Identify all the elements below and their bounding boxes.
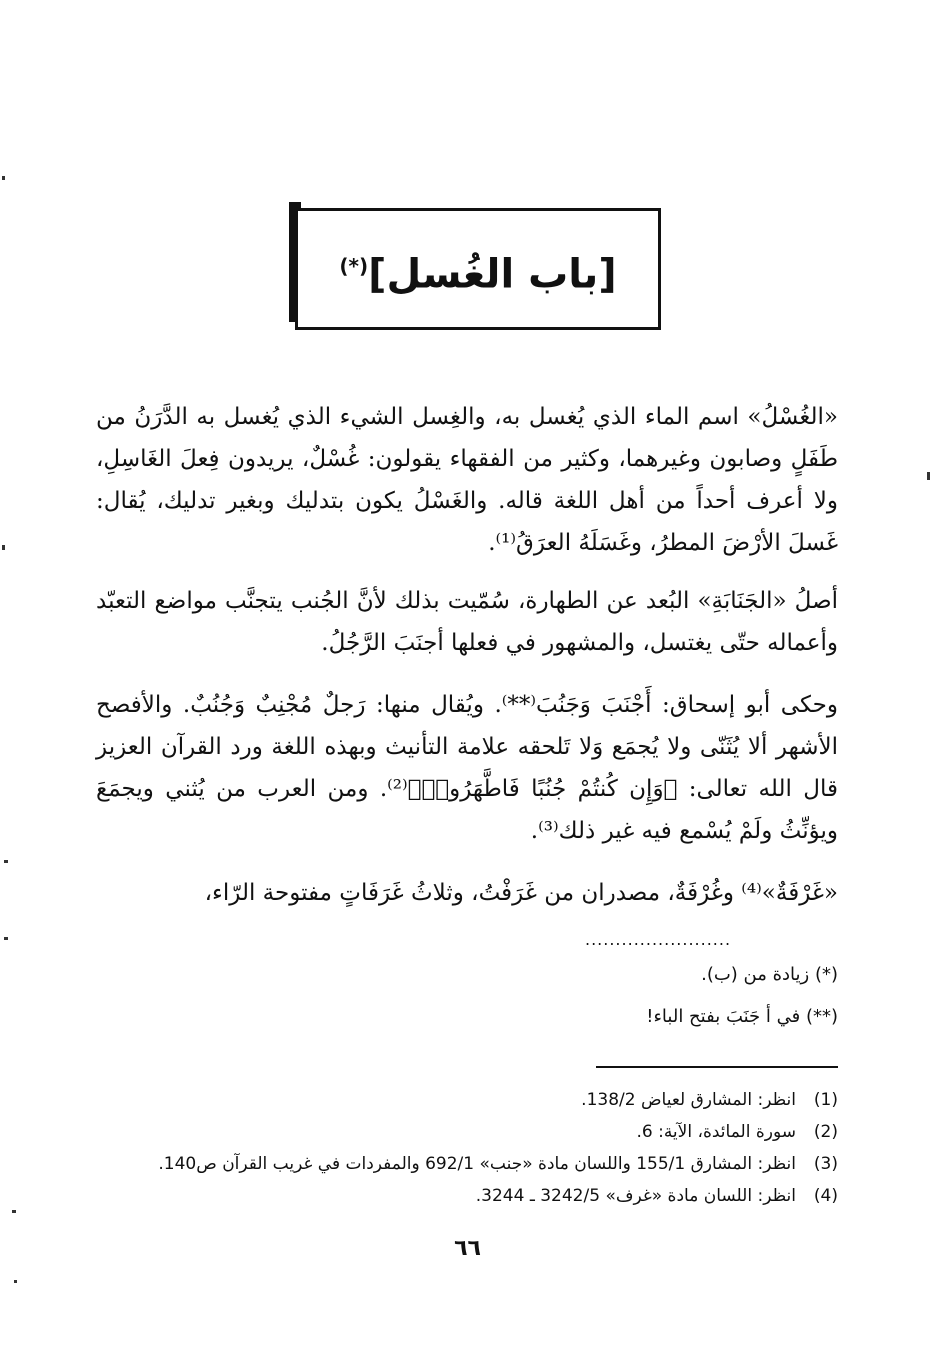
footnote-divider xyxy=(596,1066,838,1068)
footnote-item xyxy=(98,1148,838,1180)
scan-speck xyxy=(4,860,8,863)
footnote-number: (1) xyxy=(813,1090,838,1110)
paragraph-janaba: أصلُ «الجَنَابَةِ» البُعد عن الطهارة، سُمّيت بذلك لأنَّ الجُنب يتجنَّب مواضع التعبّد وأعماله حتّى يغتسل، والمشهور في فعلها أجنَبَ الرَّجُلُ. xyxy=(96,588,838,656)
footnote-item xyxy=(98,1116,838,1148)
scan-speck xyxy=(927,472,930,480)
footnote-number: (4) xyxy=(813,1186,838,1206)
footnotes-list xyxy=(98,1084,838,1212)
scan-speck xyxy=(4,937,8,940)
chapter-title-frame xyxy=(295,208,661,330)
scan-speck xyxy=(14,1280,17,1283)
chapter-title-marker: (*) xyxy=(339,254,369,278)
chapter-title-text: [باب الغُسل] xyxy=(368,251,617,298)
paragraph-abu-ishaq: وحكى أبو إسحاق: أَجْنَبَ وَجَنُبَ⁽**⁾. ويُقال منها: رَجلٌ مُجْنِبٌ وَجُنُبٌ. والأفصح الأشهر ألا يُثَنّى ولا يُجمَع وَلا تَلحقه علامة التأنيث وبهذه اللغة ورد القرآن العزيز قال الله تعالى: ﴿وَإِن كُنتُمْ جُنُبًا فَاطَّهَرُوا۟﴾⁽²⁾. ومن العرب من يُثني ويجمَعَ ويؤنِّثُ ولَمْ يُسْمع فيه غير ذلك⁽³⁾. xyxy=(96,692,838,844)
page-number: ٦٦ xyxy=(454,1236,481,1261)
footnote-text: انظر: المشارق لعياض 138/2. xyxy=(581,1090,796,1110)
footnote-item xyxy=(98,1180,838,1212)
paragraph-ghusl: «الغُسْلُ» اسم الماء الذي يُغسل به، والغِسل الشيء الذي يُغسل به الدَّرَنُ من طَفَلٍ وصابون وغيرهما، وكثير من الفقهاء يقولون: غُسْلٌ، يريدون فِعلَ الغَاسِلِ، ولا أعرف أحداً من أهل اللغة قاله. والغَسْلُ يكون بتدليك وبغير تدليك، يُقال: غَسلَ الأرْضَ المطرُ، وغَسَلَهُ العرَقُ⁽¹⁾. xyxy=(96,404,838,556)
scan-speck xyxy=(2,545,5,550)
footnote-text: انظر: المشارق 155/1 واللسان مادة «جنب» 692/1 والمفردات في غريب القرآن ص140. xyxy=(158,1154,796,1174)
footnote-number: (3) xyxy=(813,1154,838,1174)
margin-note-2: (**) في أ جَنَبَ بفتح الباء! xyxy=(646,1006,838,1027)
footnote-text: سورة المائدة، الآية: 6. xyxy=(636,1122,796,1142)
chapter-title xyxy=(298,241,658,299)
margin-note-1: (*) زيادة من (ب). xyxy=(701,964,838,985)
paragraph-ghurfa: «غَرْفَةٌ»⁽⁴⁾ وغُرْفَةٌ، مصدران من غَرَفْتُ، وثلاثُ غَرَفَاتٍ مفتوحة الرّاء، xyxy=(204,880,838,906)
footnote-item xyxy=(98,1084,838,1116)
footnote-text: انظر: اللسان مادة «غرف» 3242/5 ـ 3244. xyxy=(475,1186,796,1206)
footnote-number: (2) xyxy=(813,1122,838,1142)
margin-notes-separator: ........................ xyxy=(585,930,732,949)
scan-speck xyxy=(2,176,5,180)
scan-speck xyxy=(12,1210,16,1213)
